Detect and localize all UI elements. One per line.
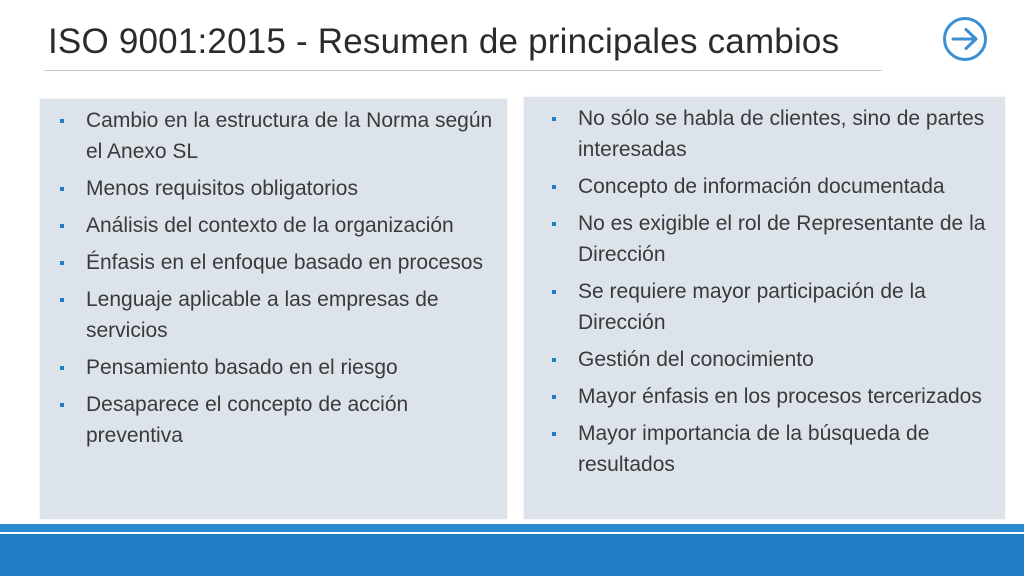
list-item [40,247,493,278]
right-bullet-list [524,97,1005,480]
list-item [40,389,493,451]
list-item-text: Gestión del conocimiento [578,348,814,371]
list-item [40,352,493,383]
right-panel [524,97,1005,519]
list-item [532,344,1001,375]
list-item-text: No es exigible el rol de Representante de la Dirección [578,212,986,266]
list-item [40,173,493,204]
left-bullet-list [40,99,507,451]
bullet-icon [60,187,64,191]
list-item-text: Desaparece el concepto de acción preventiva [86,393,409,447]
list-item-text: Cambio en la estructura de la Norma según el Anexo SL [86,109,493,163]
list-item-text: Concepto de información documentada [578,175,945,198]
list-item-text: Pensamiento basado en el riesgo [86,356,398,379]
bullet-icon [552,185,556,189]
list-item-text: Análisis del contexto de la organización [86,214,454,237]
list-item-text: Se requiere mayor participación de la Dirección [578,280,926,334]
next-slide-button[interactable] [942,16,988,62]
bullet-icon [552,290,556,294]
footer-band [0,534,1024,576]
arrow-right-circle-icon [942,16,988,62]
list-item [532,381,1001,412]
left-panel [40,99,507,519]
bullet-icon [60,119,64,123]
bullet-icon [552,222,556,226]
list-item [532,208,1001,270]
title-divider [44,70,882,71]
list-item-text: No sólo se habla de clientes, sino de partes interesadas [578,107,985,161]
bullet-icon [552,432,556,436]
slide-title: ISO 9001:2015 - Resumen de principales cambios [48,22,840,61]
bullet-icon [60,403,64,407]
bullet-icon [552,395,556,399]
list-item [532,171,1001,202]
list-item [532,276,1001,338]
list-item-text: Menos requisitos obligatorios [86,177,358,200]
list-item [40,105,493,167]
bullet-icon [552,117,556,121]
bullet-icon [60,366,64,370]
footer-band-top [0,524,1024,532]
list-item [40,284,493,346]
bullet-icon [60,298,64,302]
list-item [40,210,493,241]
list-item [532,418,1001,480]
list-item-text: Énfasis en el enfoque basado en procesos [86,251,483,274]
bullet-icon [60,261,64,265]
list-item-text: Mayor énfasis en los procesos tercerizados [578,385,982,408]
bullet-icon [552,358,556,362]
list-item [532,103,1001,165]
list-item-text: Lenguaje aplicable a las empresas de servicios [86,288,439,342]
list-item-text: Mayor importancia de la búsqueda de resultados [578,422,930,476]
bullet-icon [60,224,64,228]
